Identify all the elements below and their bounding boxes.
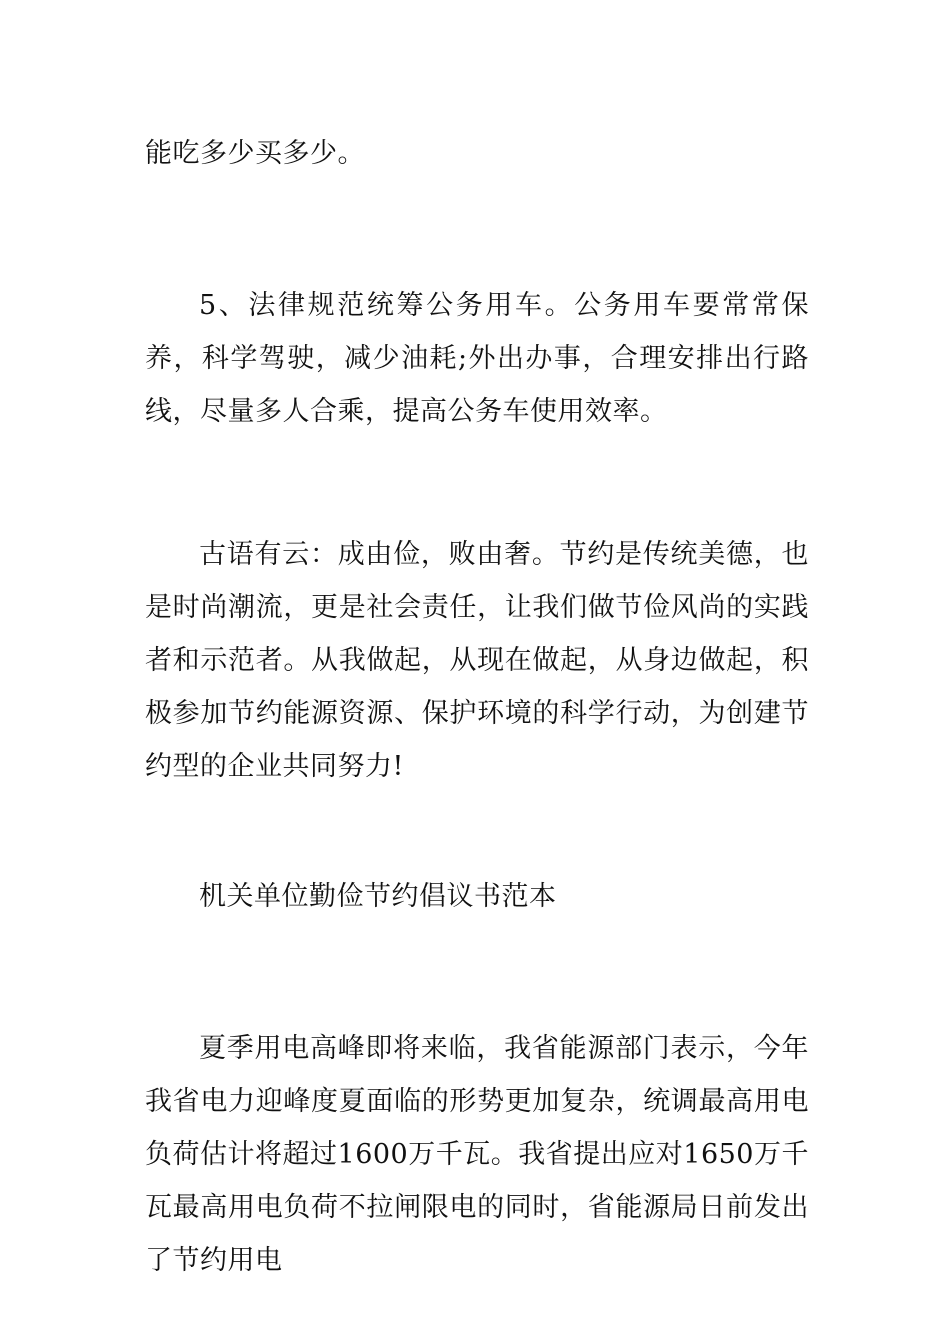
paragraph-official-vehicles: 5、法律规范统筹公务用车。公务用车要常常保养，科学驾驶，减少油耗;外出办事，合理安排出行路线，尽量多人合乘，提高公务车使用效率。 [145, 290, 809, 427]
section-title: 机关单位勤俭节约倡议书范本 [199, 881, 557, 912]
paragraph-continuation: 能吃多少买多少。 [145, 138, 365, 169]
paragraph-closing-appeal: 古语有云：成由俭，败由奢。节约是传统美德，也是时尚潮流，更是社会责任，让我们做节俭风尚的实践者和示范者。从我做起，从现在做起，从身边做起，积极参加节约能源资源、保护环境的科学行动，为创建节约型的企业共同努力! [145, 539, 809, 782]
paragraph-summer-electricity: 夏季用电高峰即将来临，我省能源部门表示，今年我省电力迎峰度夏面临的形势更加复杂，统调最高用电负荷估计将超过1600万千瓦。我省提出应对1650万千瓦最高用电负荷不拉闸限电的同时，省能源局日前发出了节约用电 [145, 1033, 809, 1276]
